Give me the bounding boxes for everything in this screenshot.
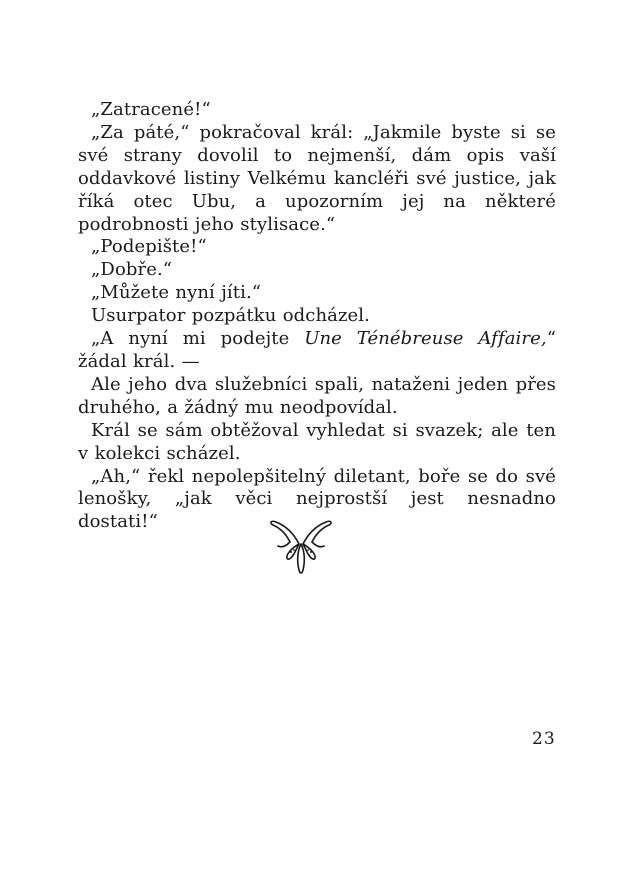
paragraph-exclamation: „Zatracené!“ bbox=[91, 99, 211, 120]
paragraph-king-speech: „Za páté,“ pokračoval král: „Jakmile byste si se své strany dovolil to nejmenší, dám opis vaší oddavkové listiny Velkému kancléři své justice, jak říká otec Ubu, a upozorním jej na některé podrobnosti jeho stylisace.“ bbox=[78, 121, 556, 235]
paragraph-servants: Ale jeho dva služebníci spali, nataženi jeden přes druhého, a žádný mu neodpovídal. bbox=[78, 373, 556, 418]
paragraph-sign: „Podepište!“ bbox=[91, 236, 207, 258]
paragraph-dilettante: „Ah,“ řekl nepolepšitelný diletant, boře se do své lenošky, „jak věci nejprostší jest nesnadno dostati!“ bbox=[78, 465, 556, 533]
body-text bbox=[78, 99, 556, 534]
paragraph-may-go: „Můžete nyní jíti.“ bbox=[91, 282, 262, 304]
book-title: Une Ténébreuse Affaire, bbox=[304, 328, 547, 350]
fleuron-ornament-icon bbox=[266, 514, 336, 576]
paragraph-request-book bbox=[78, 328, 556, 374]
request-text-after: “ žádal král. — bbox=[78, 328, 556, 372]
request-text-before: „A nyní mi podejte bbox=[91, 328, 305, 350]
paragraph-good: „Dobře.“ bbox=[91, 259, 173, 281]
paragraph-usurper: Usurpator pozpátku odcházel. bbox=[91, 305, 370, 327]
paragraph-volume-missing: Král se sám obtěžoval vyhledat si svazek; ale ten v kolekci scházel. bbox=[78, 419, 556, 464]
page-number: 23 bbox=[532, 729, 556, 749]
